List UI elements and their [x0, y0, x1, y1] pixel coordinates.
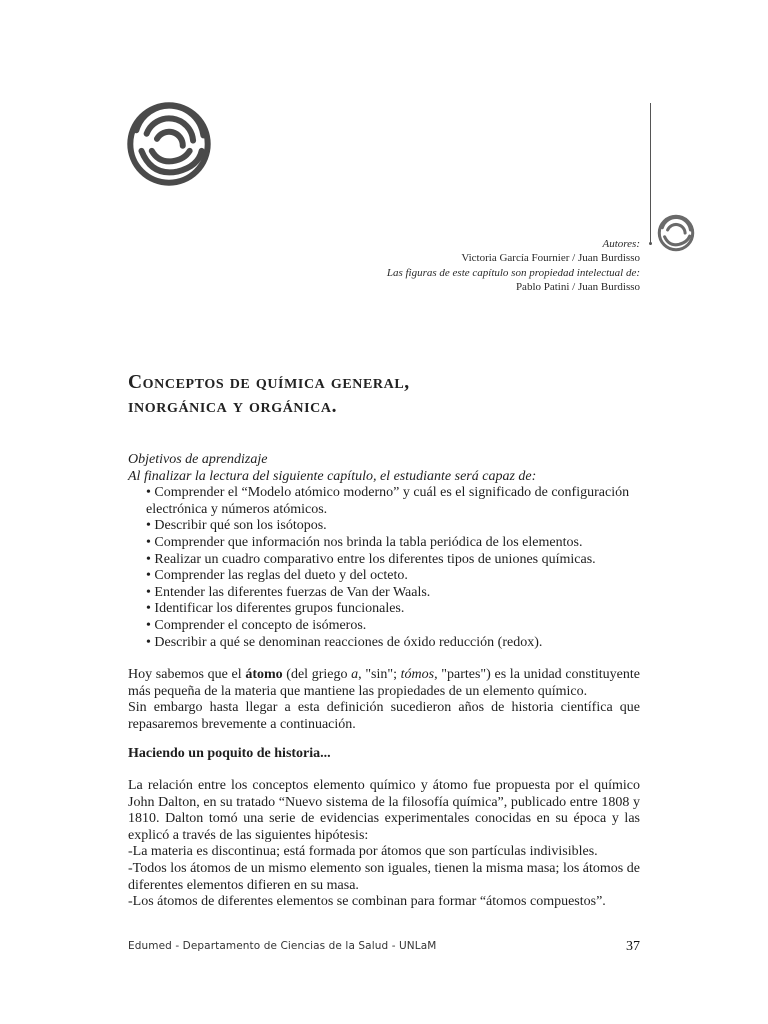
margin-rule — [650, 103, 651, 245]
atom-term: átomo — [245, 667, 283, 683]
chapter-title-line1: Conceptos de química general, — [128, 372, 410, 393]
objective-item: • Comprender el concepto de isómeros. — [146, 618, 640, 635]
objective-item: • Comprender el “Modelo atómico moderno” y cuál es el significado de configuración electrónica y números atómicos. — [146, 485, 640, 518]
page-footer — [128, 939, 640, 957]
history-paragraph: La relación entre los conceptos elemento químico y átomo fue propuesta por el químico John Dalton, en su tratado “Nuevo sistema de la filosofía química”, publicado entre 1808 y 1810. Dalton tomó una serie de evidencias experimentales conocidas en su época y las explicó a través de las siguientes hipótesis: — [128, 778, 640, 843]
intro-paragraph-2: Sin embargo hasta llegar a esta definición sucedieron años de historia científica que repasaremos brevemente a continuación. — [128, 700, 640, 732]
chapter-title — [128, 371, 648, 419]
authors-block — [387, 237, 640, 295]
intro-paragraph: Hoy sabemos que el átomo (del griego a, "sin"; tómos, "partes") es la unidad constituyente más pequeña de la materia que mantiene las propiedades de un elemento químico. — [128, 667, 640, 699]
margin-rule-dot — [649, 242, 652, 245]
objective-item: • Comprender las reglas del dueto y del octeto. — [146, 568, 640, 585]
hypothesis-1: -La materia es discontinua; está formada por átomos que son partículas indivisibles. — [128, 844, 598, 860]
hypothesis-2: -Todos los átomos de un mismo elemento son iguales, tienen la misma masa; los átomos de diferentes elementos difieren en su masa. — [128, 861, 640, 893]
history-heading: Haciendo un poquito de historia... — [128, 745, 331, 761]
objective-item: • Describir qué son los isótopos. — [146, 518, 640, 535]
objectives-list — [128, 485, 640, 651]
objectives-heading: Objetivos de aprendizaje — [128, 452, 268, 467]
objective-item: • Comprender que información nos brinda la tabla periódica de los elementos. — [146, 535, 640, 552]
page-number: 37 — [626, 939, 640, 954]
institution-logo-small-icon — [657, 214, 695, 252]
authors-names: Victoria García Fournier / Juan Burdisso — [461, 252, 640, 265]
hypothesis-3: -Los átomos de diferentes elementos se combinan para formar “átomos compuestos”. — [128, 894, 606, 910]
objective-item: • Entender las diferentes fuerzas de Van der Waals. — [146, 585, 640, 602]
objective-item: • Realizar un cuadro comparativo entre los diferentes tipos de uniones químicas. — [146, 552, 640, 569]
authors-label: Autores: — [602, 238, 640, 250]
objective-item: • Describir a qué se denominan reacciones de óxido reducción (redox). — [146, 635, 640, 652]
chapter-title-line2: inorgánica y orgánica. — [128, 396, 338, 417]
figures-note: Las figuras de este capítulo son propiedad intelectual de: — [386, 266, 640, 279]
figures-authors: Pablo Patini / Juan Burdisso — [515, 281, 640, 294]
objective-item: • Identificar los diferentes grupos funcionales. — [146, 601, 640, 618]
footer-text: Edumed - Departamento de Ciencias de la Salud - UNLaM — [128, 940, 437, 952]
objectives-intro: Al finalizar la lectura del siguiente capítulo, el estudiante será capaz de: — [128, 468, 537, 484]
institution-logo-icon — [126, 101, 212, 187]
chapter-body — [128, 452, 640, 911]
